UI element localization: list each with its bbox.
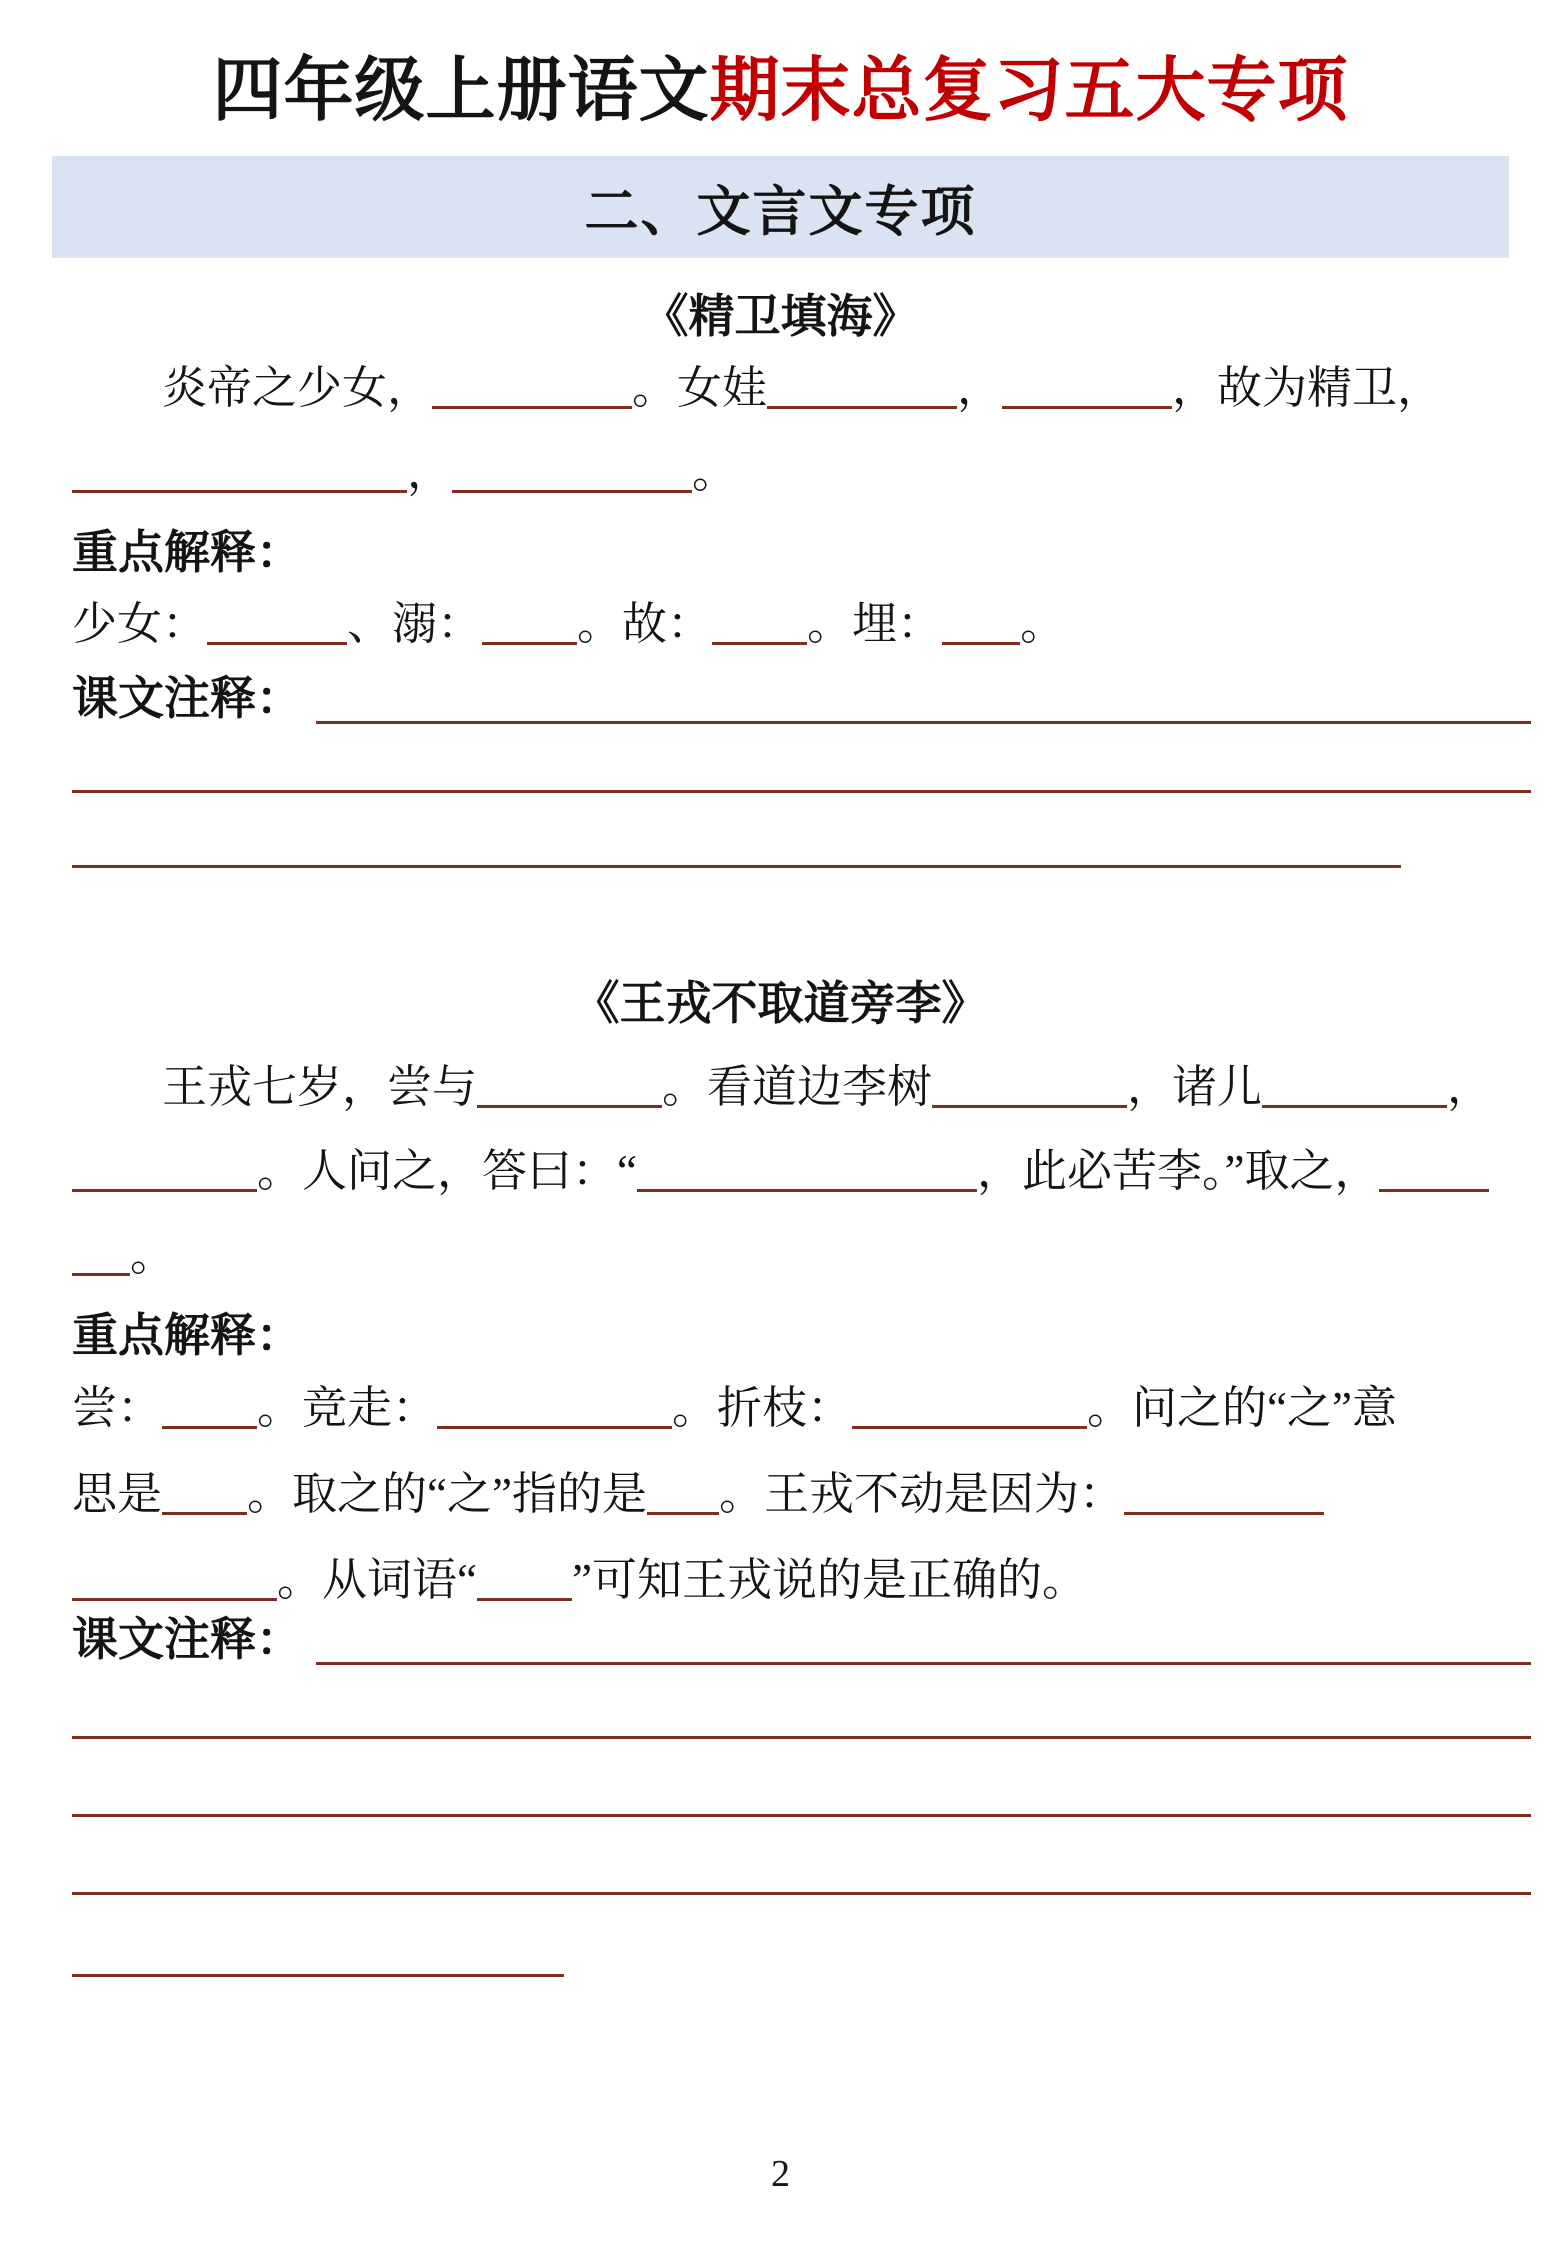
blank-line xyxy=(647,1512,719,1515)
wangrong-annotation-label: 课文注释： xyxy=(72,1613,302,1665)
blank-line xyxy=(637,1189,977,1192)
text-run: 思是 xyxy=(72,1469,163,1519)
text-run: ， xyxy=(1447,1062,1493,1112)
wangrong-paragraph-line3 xyxy=(0,1213,1561,1297)
text-run: 。埋： xyxy=(807,599,943,649)
lesson-title-wangrong: 《王戎不取道旁李》 xyxy=(573,977,988,1029)
blank-line xyxy=(72,865,1401,868)
text-run: 王戎七岁，尝与 xyxy=(162,1062,478,1112)
text-run: 。 xyxy=(130,1230,176,1280)
jingwei-paragraph-line2 xyxy=(0,430,1561,514)
text-run: 尝： xyxy=(72,1383,163,1433)
blank-line xyxy=(477,1105,662,1108)
page-title xyxy=(40,44,1521,136)
wangrong-key-explain-line1 xyxy=(0,1365,1561,1451)
text-run: 。折枝： xyxy=(672,1383,853,1433)
blank-line xyxy=(1379,1189,1489,1192)
blank-line xyxy=(852,1426,1087,1429)
jingwei-annotation-row xyxy=(0,656,1561,740)
blank-line xyxy=(72,1273,130,1276)
blank-line xyxy=(72,1736,1531,1739)
blank-line xyxy=(767,406,957,409)
text-run: 。女娃 xyxy=(632,363,768,413)
text-run: 炎帝之少女， xyxy=(162,363,433,413)
lesson-title-jingwei: 《精卫填海》 xyxy=(642,290,919,342)
wangrong-paragraph-line2 xyxy=(0,1129,1561,1213)
text-run: 。看道边李树 xyxy=(662,1062,933,1112)
text-run: ，此必苦李。”取之， xyxy=(976,1146,1380,1196)
text-run: 。竞走： xyxy=(257,1383,438,1433)
blank-line xyxy=(72,1814,1531,1817)
blank-line xyxy=(942,642,1020,645)
blank-line xyxy=(316,721,1531,724)
blank-line xyxy=(1262,1105,1447,1108)
text-run: 少女： xyxy=(72,599,208,649)
text-run: 。 xyxy=(692,447,738,497)
blank-line xyxy=(72,1189,257,1192)
blank-line xyxy=(452,490,692,493)
page-title-black: 四年级上册语文 xyxy=(212,51,710,129)
text-run: ， xyxy=(957,363,1003,413)
text-run: ，故为精卫， xyxy=(1172,363,1443,413)
text-run: 。问之的“之”意 xyxy=(1087,1383,1397,1433)
text-run: ， xyxy=(407,447,453,497)
text-run: 、溺： xyxy=(347,599,483,649)
text-run: 。 xyxy=(1020,599,1066,649)
blank-line xyxy=(316,1662,1531,1665)
text-run: ，诸儿 xyxy=(1127,1062,1263,1112)
blank-line xyxy=(932,1105,1127,1108)
jingwei-key-explain-line xyxy=(0,582,1561,666)
blank-line xyxy=(437,1426,672,1429)
blank-line xyxy=(162,1426,257,1429)
blank-line xyxy=(1124,1512,1324,1515)
jingwei-key-explain-label: 重点解释： xyxy=(72,526,302,578)
blank-line xyxy=(72,1892,1531,1895)
text-run: 。取之的“之”指的是 xyxy=(247,1469,647,1519)
blank-line xyxy=(162,1512,247,1515)
jingwei-paragraph-line1 xyxy=(0,346,1561,430)
blank-line xyxy=(482,642,577,645)
blank-line xyxy=(1002,406,1172,409)
blank-line xyxy=(432,406,632,409)
wangrong-key-explain-line2 xyxy=(0,1451,1561,1537)
page-title-red: 期末总复习五大专项 xyxy=(709,51,1349,129)
jingwei-annotation-label: 课文注释： xyxy=(72,672,302,724)
text-run: ”可知王戎说的是正确的。 xyxy=(571,1555,1087,1605)
blank-line xyxy=(72,1974,564,1977)
text-run: 。从词语“ xyxy=(277,1555,477,1605)
blank-line xyxy=(72,790,1531,793)
wangrong-key-explain-label: 重点解释： xyxy=(72,1309,302,1361)
blank-line xyxy=(207,642,347,645)
section-banner xyxy=(52,156,1509,258)
blank-line xyxy=(72,490,407,493)
wangrong-paragraph-line1 xyxy=(0,1045,1561,1129)
blank-line xyxy=(712,642,807,645)
blank-line xyxy=(477,1598,572,1601)
text-run: 。故： xyxy=(577,599,713,649)
page-number: 2 xyxy=(771,2153,790,2195)
text-run: 。人问之，答曰：“ xyxy=(257,1146,637,1196)
section-banner-text: 二、文言文专项 xyxy=(584,181,977,242)
text-run: 。王戎不动是因为： xyxy=(718,1469,1124,1519)
